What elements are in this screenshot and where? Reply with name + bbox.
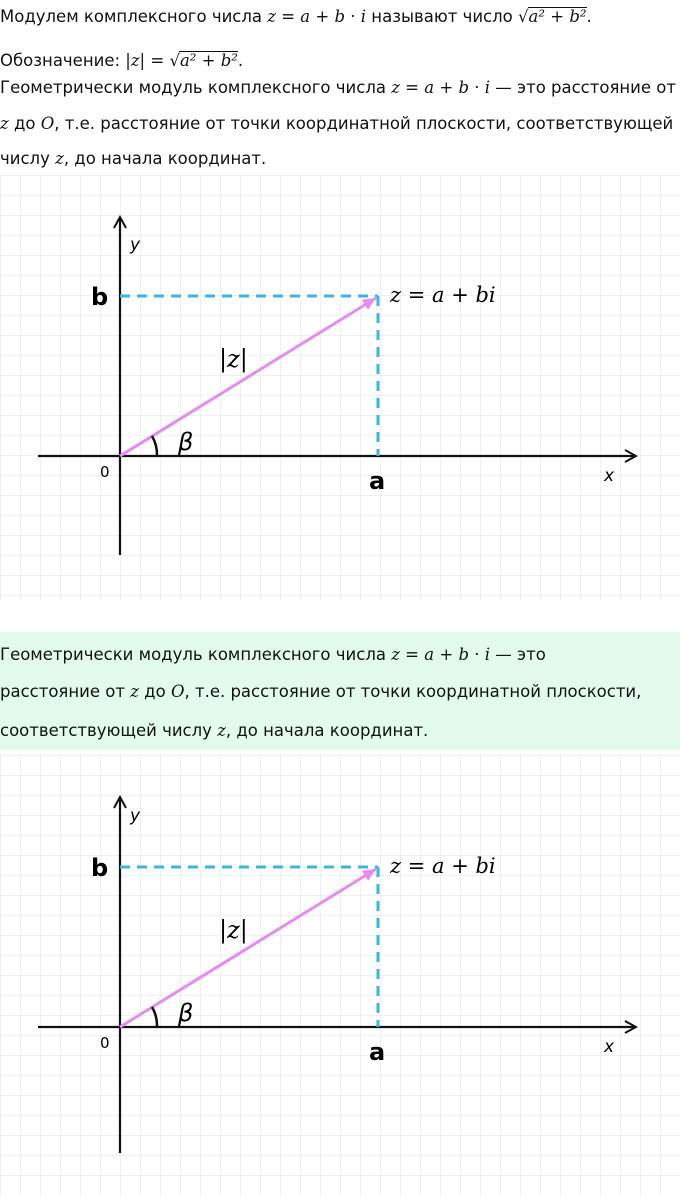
definition-line: Модулем комплексного числа z = a + b · i называют число √a² + b². [0,7,592,26]
label-y: y [130,235,141,255]
label-x: x [604,1037,615,1057]
complex-plane-diagram-1 [0,175,680,600]
geometric-line-3: числу z, до начала координат. [0,149,267,168]
geometric-line-1: Геометрически модуль комплексного числа z = a + b · i — это расстояние от [0,78,677,97]
label-point: z = a + bi [390,283,496,307]
sqrt-expression: a² + b² [528,7,587,26]
label-angle: β [178,428,194,456]
label-origin: 0 [100,463,110,481]
label-b: b [91,854,109,882]
highlight-line-1: Геометрически модуль комплексного числа z = a + b · i — это [0,645,546,664]
label-origin: 0 [100,1034,110,1052]
label-a: a [369,467,386,495]
highlight-line-2: расстояние от z до O, т.е. расстояние от точки координатной плоскости, [0,682,642,701]
grid-background [0,175,680,600]
label-y: y [130,806,141,826]
label-modulus: |z| [219,916,248,944]
label-modulus: |z| [219,345,248,373]
grid-background [0,755,680,1195]
notation-line: Обозначение: |z| = √a² + b². [0,51,244,70]
geometric-line-2: z до O, т.е. расстояние от точки координатной плоскости, соответствующей [0,114,674,133]
label-b: b [91,283,109,311]
label-angle: β [178,999,194,1027]
label-x: x [604,466,615,486]
label-a: a [369,1038,386,1066]
highlight-line-3: соответствующей числу z, до начала координат. [0,721,429,740]
label-point: z = a + bi [390,854,496,878]
complex-plane-diagram-2 [0,755,680,1195]
